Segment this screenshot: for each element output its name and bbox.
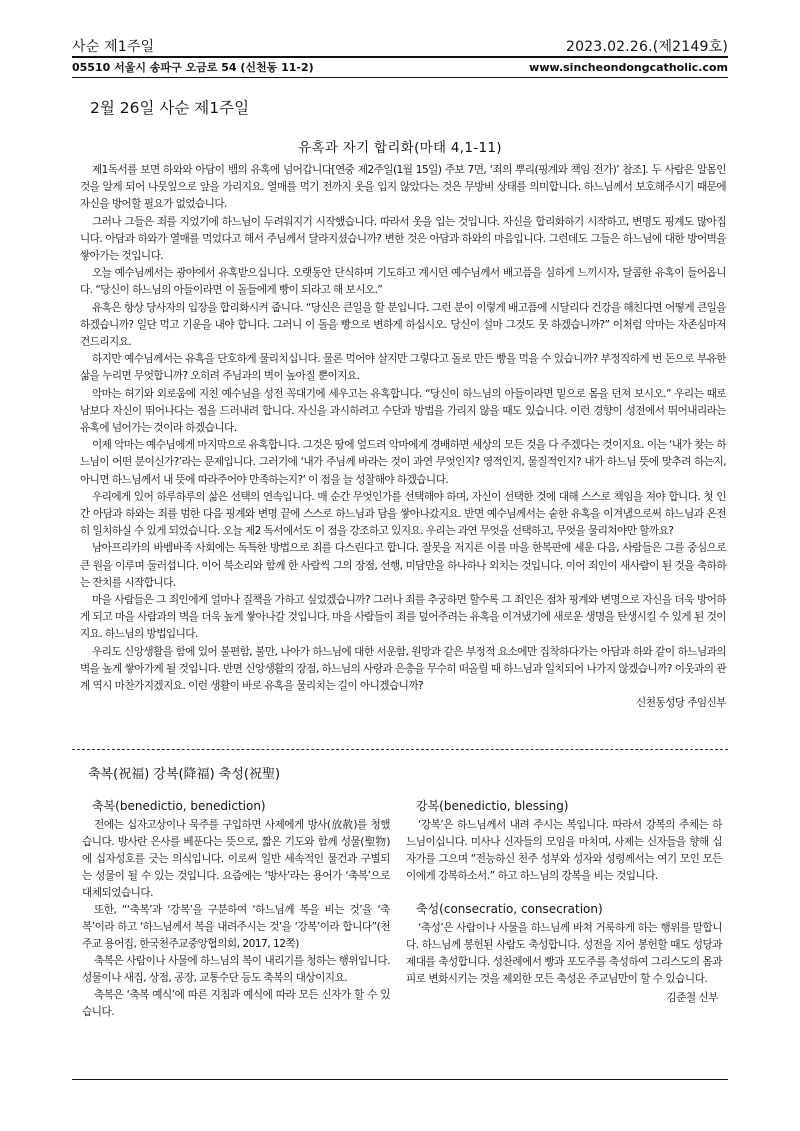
header-sub: [72, 58, 728, 76]
homily-paragraph: 오늘 예수님께서는 광야에서 유혹받으십니다. 오랫동안 단식하며 기도하고 계시던 예수님께서 배고픔을 심하게 느끼시자, 달콤한 유혹이 들어옵니다. “당신이 하느님의 아들이라면 이 돌들에게 빵이 되라고 해 보시오.”: [80, 267, 726, 297]
term-heading: 축복(benedictio, benediction): [92, 799, 266, 813]
website-link[interactable]: www.sincheondongcatholic.com: [529, 60, 728, 74]
homily-paragraph: 그러나 그들은 죄를 지었기에 하느님이 두려워지기 시작했습니다. 따라서 옷을 입는 것입니다. 자신을 합리화하기 시작하고, 변명도 핑계도 많아집니다. 아담과 하와가 열매를 먹었다고 해서 주님께서 달라지셨습니까? 변한 것은 아담과 하와의 마음입니다. 그런데도 그들은 하느님에 대한 방어벽을 쌓아가는 것입니다.: [80, 215, 726, 263]
term-paragraph: 또한, “‘축복’과 ‘강복’을 구분하여 ‘하느님께 복을 비는 것’을 ‘축복’이라 하고 ‘하느님께서 복을 내려주시는 것’을 ‘강복’이라 합니다”(천주교 용어집, 한국천주교중앙협의회, 2017, 12쪽): [82, 904, 390, 950]
benediction-column: [82, 798, 390, 1021]
homily-signoff: 신천동성당 주임신부: [636, 697, 726, 710]
homily-body: [80, 162, 726, 713]
homily-paragraph: 우리도 신앙생활을 함에 있어 불편함, 불만, 나아가 하느님에 대한 서운함, 원망과 같은 부정적 요소에만 집착하다가는 아담과 하와 같이 하느님과의 벽을 높게 쌓아가게 될 것입니다. 반면 신앙생활의 장점, 하느님의 사랑과 은총을 무수히 떠올릴 때 하느님과 일치되어 나가지 않겠습니까? 이웃과의 관계 역시 마찬가지겠지요. 이런 생활이 바로 유혹을 물리치는 길이 아니겠습니까?: [80, 645, 726, 693]
section-divider: [72, 749, 728, 750]
homily-paragraph: 하지만 예수님께서는 유혹을 단호하게 물리치십니다. 물론 먹어야 살지만 그렇다고 돌로 만든 빵을 먹을 수 있습니까? 부정직하게 번 돈으로 부유한 삶을 누리면 무엇합니까? 오히려 주님과의 벽이 높아질 뿐이지요.: [80, 353, 726, 383]
address: 05510 서울시 송파구 오금로 54 (신천동 11-2): [72, 61, 314, 74]
homily-paragraph: 남아프리카의 바벰바족 사회에는 독특한 방법으로 죄를 다스린다고 합니다. 잘못을 저지른 이를 마을 한복판에 세운 다음, 사람들은 그를 중심으로 큰 원을 이루며 둘러섭니다. 이어 북소리와 함께 한 사람씩 그의 장점, 선행, 미담만을 하나하나 외치는 것입니다. 이어 죄인이 새사람이 된 것을 축하하는 잔치를 시작합니다.: [80, 542, 726, 589]
footer-rule: [72, 1079, 728, 1080]
term-paragraph: 축복은 ‘축복 예식’에 따른 지침과 예식에 따라 모든 신자가 할 수 있습니다.: [82, 989, 390, 1018]
homily-paragraph: 유혹은 항상 당사자의 입장을 합리화시켜 줍니다. “당신은 큰일을 할 분입니다. 그런 분이 이렇게 배고픔에 시달리다 건강을 해친다면 어떻게 큰일을 하겠습니까? 일단 먹고 기운을 내야 합니다. 그러니 이 돌을 빵으로 변하게 하십시오. 당신이 설마 그것도 못 하겠습니까?” 이처럼 악마는 자존심마저 건드리지요.: [80, 301, 726, 349]
blessing-consecration-column: [406, 798, 722, 1007]
issue-date: 2023.02.26.(제2149호): [565, 39, 728, 55]
homily-title: 유혹과 자기 합리화(마태 4,1-11): [298, 140, 502, 156]
homily-signoff-row: [80, 695, 726, 712]
term-paragraph: 전에는 십자고상이나 묵주를 구입하면 사제에게 방사(放赦)를 청했습니다. 방사란 은사를 베푼다는 뜻으로, 짧은 기도와 함께 성물(聖物)에 십자성호를 긋는 의식입니다. 이로써 일반 세속적인 물건과 구별되는 성물이 될 수 있는 것입니다. 요즘에는 ‘방사’라는 용어가 ‘축복’으로 대체되었습니다.: [82, 819, 390, 899]
term-paragraph: 축복은 사람이나 사물에 하느님의 복이 내리기를 청하는 행위입니다. 성물이나 새집, 상점, 공장, 교통수단 등도 축복의 대상이지요.: [82, 955, 390, 984]
date-title: 2월 26일 사순 제1주일: [90, 99, 250, 117]
homily-paragraph: 악마는 허기와 외로움에 지친 예수님을 성전 꼭대기에 세우고는 유혹합니다. “당신이 하느님의 아들이라면 밑으로 몸을 던져 보시오.” 우리는 때로 남보다 자신이 뛰어나다는 점을 드러내려 합니다. 자신을 과시하려고 수단과 방법을 가리지 않을 때도 있습니다. 이런 경향이 성전에서 뛰어내리라는 유혹에 넘어가는 것이라 하겠습니다.: [80, 387, 726, 435]
term-heading: 축성(consecratio, consecration): [416, 902, 603, 916]
homily-paragraph: 제1독서를 보면 하와와 아담이 뱀의 유혹에 넘어갑니다[연중 제2주일(1월 15일) 주보 7면, ‘죄의 뿌리(핑계와 책임 전가)’ 참조]. 두 사람은 알몸인 것을 알게 되어 나뭇잎으로 앞을 가리지요. 열매를 먹기 전까지 옷을 입지 않았다는 것은 무방비 상태를 의미합니다. 하느님께서 보호해주시기 때문에 자신을 방어할 필요가 없었습니다.: [80, 164, 726, 211]
section-title: 축복(祝福) 강복(降福) 축성(祝聖): [88, 767, 281, 782]
term-paragraph: ‘축성’은 사람이나 사물을 하느님께 바쳐 거룩하게 하는 행위를 말합니다. 하느님께 봉헌된 사람도 축성합니다. 성전을 지어 봉헌할 때도 성당과 제대를 축성합니다. 성찬례에서 빵과 포도주를 축성하여 그리스도의 몸과 피로 변화시키는 것을 제외한 모든 축성은 주교님만이 할 수 있습니다.: [406, 922, 722, 985]
term-paragraph: ‘강복’은 하느님께서 내려 주시는 복입니다. 따라서 강복의 주체는 하느님이십니다. 미사나 신자들의 모임을 마치며, 사제는 신자들을 향해 십자가를 그으며 “전능하신 천주 성부와 성자와 성령께서는 여기 모인 모든 이에게 강복하소서.” 하고 하느님의 강복을 비는 것입니다.: [406, 819, 722, 882]
header-sub-rule: [72, 77, 728, 78]
term-heading: 강복(benedictio, blessing): [416, 799, 569, 813]
liturgical-day: 사순 제1주일: [72, 39, 155, 55]
homily-paragraph: 마을 사람들은 그 죄인에게 얼마나 질책을 가하고 싶었겠습니까? 그러나 죄를 추궁하면 할수록 그 죄인은 점차 핑계와 변명으로 자신을 더욱 방어하게 되고 마을 사람과의 벽을 더욱 높게 쌓아나갈 것입니다. 마을 사람들이 죄를 덮어주려는 유혹을 이겨냈기에 새로운 생명을 탄생시킬 수 있게 된 것이지요. 하느님의 방법입니다.: [80, 594, 726, 641]
homily-paragraph: 이제 악마는 예수님에게 마지막으로 유혹합니다. 그것은 땅에 엎드려 악마에게 경배하면 세상의 모든 것을 다 주겠다는 것이지요. 이는 ‘내가 찾는 하느님이 어떤 분이신가?’라는 문제입니다. 그러기에 ‘내가 주님께 바라는 것이 과연 무엇인지? 영적인지, 물질적인지? 내가 하느님 뜻에 맞추려 하는지, 아니면 하느님께서 내 뜻에 따라주어야 만족하는지?’ 이 점을 늘 성찰해야 하겠습니다.: [80, 439, 726, 486]
homily-paragraph: 우리에게 있어 하루하루의 삶은 선택의 연속입니다. 매 순간 무엇인가를 선택해야 하며, 자신이 선택한 것에 대해 스스로 책임을 져야 합니다. 첫 인간 아담과 하와는 죄를 범한 다음 핑계와 변명 끝에 스스로 하느님과 담을 쌓아나갔지요. 반면 예수님께서는 숱한 유혹을 이겨냄으로써 하느님과 온전히 일치하실 수 있게 되었습니다. 오늘 제2 독서에서도 이 점을 강조하고 있지요. 우리는 과연 무엇을 선택하고, 무엇을 물리쳐야만 할까요?: [80, 490, 726, 538]
column-signoff: 김준철 신부: [666, 992, 718, 1004]
header-bar: [72, 34, 728, 56]
